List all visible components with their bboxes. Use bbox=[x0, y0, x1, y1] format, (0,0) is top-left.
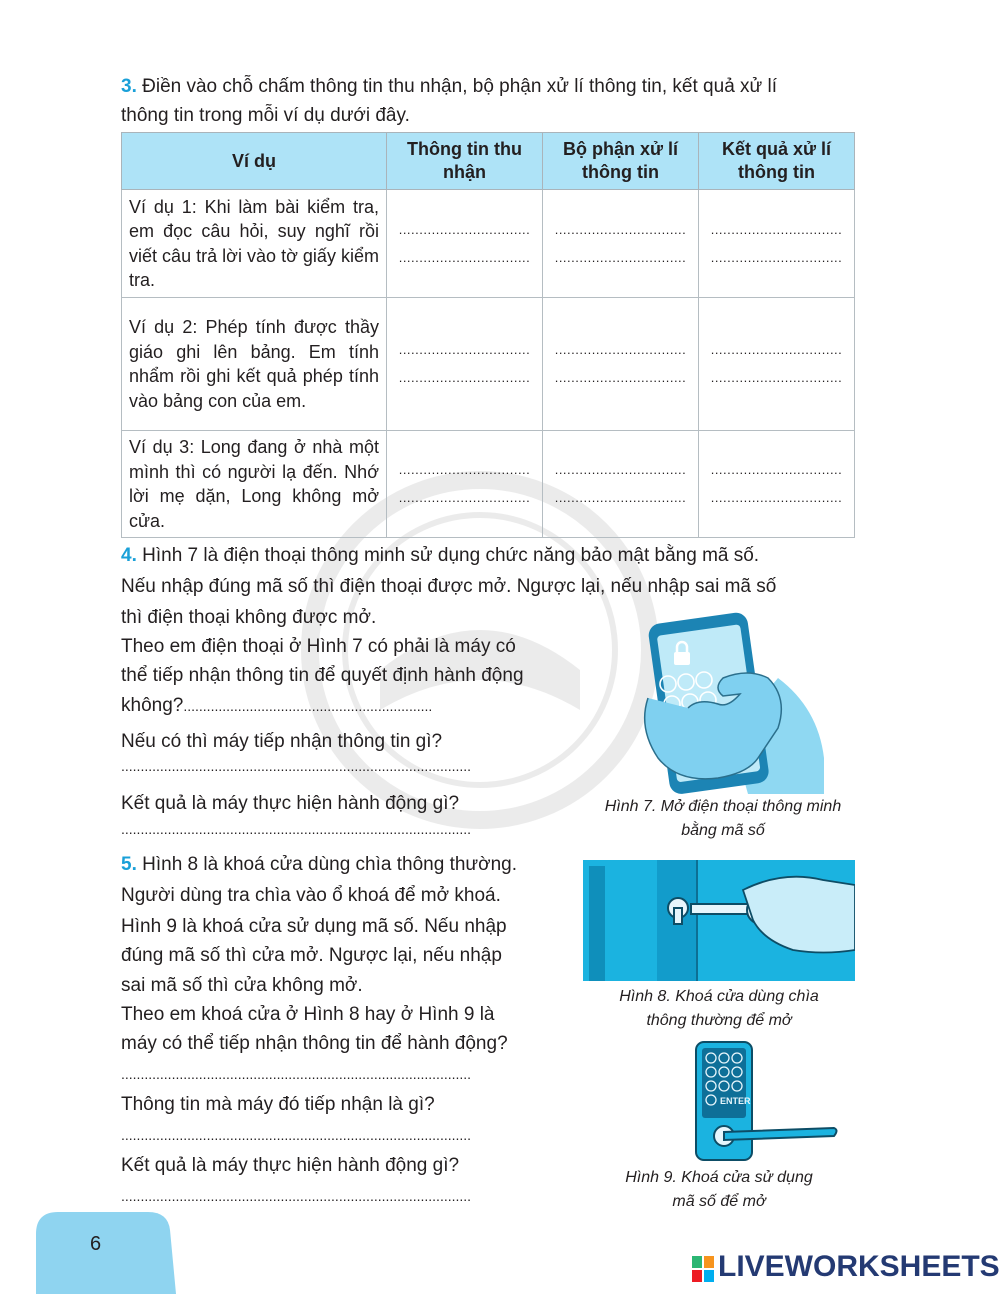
q3-prompt-line2: thông tin trong mỗi ví dụ dưới đây. bbox=[121, 105, 410, 126]
blank-line[interactable]: ................................ bbox=[710, 221, 843, 237]
blank-line[interactable]: ................................ bbox=[710, 462, 843, 477]
blank-line[interactable]: ................................ bbox=[398, 370, 531, 385]
blank-cell[interactable] bbox=[543, 431, 699, 538]
q5-number: 5. bbox=[121, 854, 137, 875]
answer-blank[interactable]: .......................................................................................... bbox=[121, 1066, 472, 1082]
blank-line[interactable]: ................................ bbox=[398, 490, 531, 505]
blank-cell[interactable] bbox=[543, 298, 699, 431]
table-row bbox=[122, 431, 855, 538]
figure-8-caption bbox=[583, 985, 855, 1033]
blank-line[interactable]: ................................ bbox=[554, 249, 687, 265]
answer-blank[interactable]: .......................................................................................... bbox=[121, 821, 472, 837]
blank-line[interactable]: ................................ bbox=[398, 462, 531, 477]
q5-line7: máy có thể tiếp nhận thông tin để hành động? bbox=[121, 1033, 508, 1054]
blank-cell[interactable] bbox=[699, 431, 855, 538]
q4-line8: Kết quả là máy thực hiện hành động gì? bbox=[121, 793, 460, 814]
figure-9-caption-line1: Hình 9. Khoá cửa sử dụng bbox=[625, 1169, 813, 1186]
blank-line[interactable]: ................................ bbox=[398, 221, 531, 237]
table-row bbox=[122, 190, 855, 298]
q3-number: 3. bbox=[121, 76, 137, 97]
table-header-row bbox=[122, 133, 855, 190]
blank-line[interactable]: ................................ bbox=[554, 370, 687, 385]
example-1-text: Ví dụ 1: Khi làm bài kiểm tra, em đọc câu hỏi, suy nghĩ rồi viết câu trả lời vào tờ giấy kiểm tra. bbox=[122, 190, 387, 298]
q4-line3: thì điện thoại không được mở. bbox=[121, 607, 377, 628]
example-3-text: Ví dụ 3: Long đang ở nhà một mình thì có người lạ đến. Nhớ lời mẹ dặn, Long không mở cửa. bbox=[122, 431, 387, 538]
q4-line1: Hình 7 là điện thoại thông minh sử dụng chức năng bảo mật bằng mã số. bbox=[136, 545, 760, 566]
q4-line6: không? bbox=[121, 695, 184, 716]
figure-8-caption-line1: Hình 8. Khoá cửa dùng chìa bbox=[619, 988, 819, 1005]
q4-number: 4. bbox=[121, 545, 137, 566]
header-example: Ví dụ bbox=[122, 133, 387, 190]
table-row bbox=[122, 298, 855, 431]
blank-cell[interactable] bbox=[387, 298, 543, 431]
figure-7-phone-illustration bbox=[628, 608, 824, 794]
example-2-text: Ví dụ 2: Phép tính được thầy giáo ghi lên bảng. Em tính nhẩm rồi ghi kết quả phép tính vào bảng con của em. bbox=[122, 298, 387, 431]
q5-line8: Thông tin mà máy đó tiếp nhận là gì? bbox=[121, 1094, 435, 1115]
header-info-received: Thông tin thu nhận bbox=[387, 133, 543, 190]
page-number: 6 bbox=[90, 1233, 102, 1255]
blank-cell[interactable] bbox=[699, 298, 855, 431]
q4-intro bbox=[121, 541, 866, 570]
blank-line[interactable]: ................................ bbox=[710, 249, 843, 265]
q5-line4: đúng mã số thì cửa mở. Ngược lại, nếu nhập bbox=[121, 945, 502, 966]
figure-9-caption bbox=[583, 1166, 855, 1214]
q3-prompt-line1: Điền vào chỗ chấm thông tin thu nhận, bộ phận xử lí thông tin, kết quả xử lí bbox=[136, 76, 778, 97]
figure-9-keypad-lock-illustration bbox=[694, 1040, 840, 1162]
q5-line1: Hình 8 là khoá cửa dùng chìa thông thường. bbox=[136, 854, 518, 875]
blank-line[interactable]: ................................ bbox=[554, 490, 687, 505]
blank-line[interactable]: ................................ bbox=[710, 370, 843, 385]
q4-line2: Nếu nhập đúng mã số thì điện thoại được mở. Ngược lại, nếu nhập sai mã số bbox=[121, 576, 777, 597]
answer-blank[interactable]: .......................................................................................... bbox=[121, 758, 472, 774]
q3-table bbox=[121, 132, 855, 538]
q5-line2: Người dùng tra chìa vào ổ khoá để mở khoá. bbox=[121, 885, 501, 906]
blank-line[interactable]: ................................ bbox=[554, 221, 687, 237]
q5-intro bbox=[121, 850, 517, 879]
q4-line6-row bbox=[121, 691, 432, 721]
q5-line9: Kết quả là máy thực hiện hành động gì? bbox=[121, 1155, 460, 1176]
blank-line[interactable]: ................................ bbox=[554, 462, 687, 477]
liveworksheets-brand[interactable]: LIVEWORKSHEETS bbox=[718, 1250, 1000, 1283]
q4-line7: Nếu có thì máy tiếp nhận thông tin gì? bbox=[121, 731, 443, 752]
figure-7-caption-line1: Hình 7. Mở điện thoại thông minh bbox=[604, 798, 842, 815]
q5-line5: sai mã số thì cửa không mở. bbox=[121, 975, 363, 996]
blank-line[interactable]: ................................ bbox=[398, 249, 531, 265]
q5-line3: Hình 9 là khoá cửa sử dụng mã số. Nếu nhập bbox=[121, 916, 507, 937]
q4-line5: thể tiếp nhận thông tin để quyết định hành động bbox=[121, 665, 524, 686]
blank-cell[interactable] bbox=[387, 431, 543, 538]
header-processing-result: Kết quả xử lí thông tin bbox=[699, 133, 855, 190]
page-number-tab bbox=[36, 1212, 176, 1294]
enter-key-label: ENTER bbox=[720, 1096, 751, 1106]
q4-line4: Theo em điện thoại ở Hình 7 có phải là máy có bbox=[121, 636, 516, 657]
blank-cell[interactable] bbox=[543, 190, 699, 298]
liveworksheets-logo-icon bbox=[692, 1256, 714, 1282]
figure-9-caption-line2: mã số để mở bbox=[672, 1193, 766, 1210]
blank-cell[interactable] bbox=[699, 190, 855, 298]
q5-line6: Theo em khoá cửa ở Hình 8 hay ở Hình 9 là bbox=[121, 1004, 495, 1025]
blank-line[interactable]: ................................ bbox=[710, 490, 843, 505]
blank-cell[interactable] bbox=[387, 190, 543, 298]
blank-line[interactable]: ................................ bbox=[398, 342, 531, 357]
figure-7-caption bbox=[583, 795, 863, 843]
blank-line[interactable]: ................................ bbox=[710, 342, 843, 357]
figure-8-caption-line2: thông thường để mở bbox=[646, 1012, 792, 1029]
blank-line[interactable]: ................................ bbox=[554, 342, 687, 357]
q3-prompt bbox=[121, 72, 861, 130]
figure-8-key-lock-illustration bbox=[583, 860, 855, 981]
header-processing-part: Bộ phận xử lí thông tin bbox=[543, 133, 699, 190]
answer-blank[interactable]: ................................................................ bbox=[183, 698, 433, 714]
answer-blank[interactable]: .......................................................................................... bbox=[121, 1188, 472, 1204]
figure-7-caption-line2: bằng mã số bbox=[681, 822, 765, 839]
answer-blank[interactable]: .......................................................................................... bbox=[121, 1127, 472, 1143]
